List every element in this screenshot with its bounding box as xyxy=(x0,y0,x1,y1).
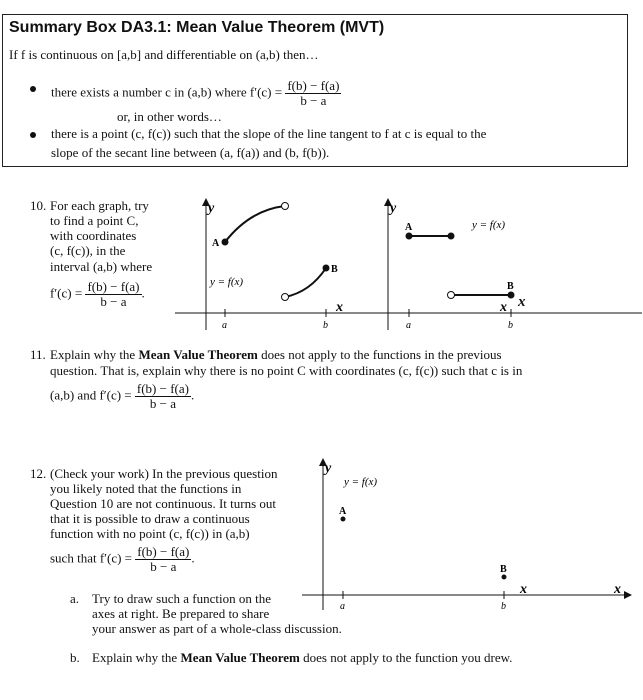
function-label: y = f(x) xyxy=(210,276,244,288)
fraction-numerator: f(b) − f(a) xyxy=(136,381,189,396)
summary-intro: If f is continuous on [a,b] and differentiable on (a,b) then… xyxy=(9,47,319,62)
point-a-label: A xyxy=(212,238,220,249)
tick-a-label: a xyxy=(222,320,227,331)
formula-lhs: f′(c) = xyxy=(50,285,83,301)
fraction-denominator: b − a xyxy=(300,93,327,108)
mvt-bold: Mean Value Theorem xyxy=(138,347,258,362)
bullet1-text: there exists a number c in (a,b) where f′(c) = xyxy=(51,84,283,100)
closed-point xyxy=(406,233,413,240)
mvt-bold: Mean Value Theorem xyxy=(180,650,300,665)
fraction-numerator: f(b) − f(a) xyxy=(287,78,340,93)
function-label: y = f(x) xyxy=(472,219,506,231)
q10-line: with coordinates xyxy=(50,228,137,243)
point-a-label: A xyxy=(405,222,413,233)
point-b-label: B xyxy=(331,264,338,275)
q10-formula: f′(c) = $\frac{f(b) - f(a)}{b - a}$ . xyxy=(50,279,145,309)
y-axis-label: y xyxy=(325,461,332,476)
mvt-fraction xyxy=(285,79,341,108)
q12-line: function with no point (c, f(c)) in (a,b) xyxy=(50,526,250,541)
q10-line: interval (a,b) where xyxy=(50,259,153,274)
fraction-denominator: b − a xyxy=(150,559,177,574)
q11-text: does not apply to the functions in the previous xyxy=(261,347,502,362)
q12-part-a-line: Try to draw such a function on the xyxy=(92,591,271,606)
q12-line: Question 10 are not continuous. It turns out xyxy=(50,496,277,511)
q11-text: Explain why the xyxy=(50,347,136,362)
q10-line: to find a point C, xyxy=(50,213,139,228)
q10-line: (c, f(c)), in the xyxy=(50,243,126,258)
q11-line1 xyxy=(50,347,502,363)
fraction-numerator: f(b) − f(a) xyxy=(87,279,140,294)
bullet-dot xyxy=(30,86,36,92)
tick-b-label: b xyxy=(508,320,513,331)
open-point xyxy=(282,294,289,301)
q12-text: such that f′(c) = xyxy=(50,550,133,566)
fraction-numerator: f(b) − f(a) xyxy=(137,544,190,559)
summary-bullet2-line1: there is a point (c, f(c)) such that the slope of the line tangent to f at c is equal to the xyxy=(51,126,487,141)
q12-text: does not apply to the function you drew. xyxy=(303,650,513,665)
point-a-label: A xyxy=(339,506,347,517)
q12-number: 12. xyxy=(30,466,47,481)
x-axis-label: x xyxy=(518,294,526,310)
bullet-dot xyxy=(30,132,36,138)
closed-point xyxy=(448,233,455,240)
fraction-denominator: b − a xyxy=(100,294,127,309)
closed-point xyxy=(323,265,330,272)
q12-part-b xyxy=(92,650,512,666)
q10-line: For each graph, try xyxy=(50,198,149,213)
q12-formula: such that f′(c) = $\frac{f(b) - f(a)}{b - a}$ . xyxy=(50,544,195,574)
q12-line: that it is possible to draw a continuous xyxy=(50,511,250,526)
q11-line2: question. That is, explain why there is no point C with coordinates (c, f(c)) such that c is in xyxy=(50,363,523,378)
point-b-label: B xyxy=(507,281,514,292)
q12-line: (Check your work) In the previous question xyxy=(50,466,278,481)
x-axis-label: x xyxy=(520,582,527,597)
x-axis-label: x xyxy=(336,300,343,315)
q12-part-a-line: your answer as part of a whole-class discussion. xyxy=(92,621,342,636)
open-point xyxy=(448,292,455,299)
summary-title: Summary Box DA3.1: Mean Value Theorem (MVT) xyxy=(9,19,385,36)
point-b xyxy=(502,575,507,580)
q11-line3: (a,b) and f′(c) = $\frac{f(b) - f(a)}{b - a}$ . xyxy=(50,381,195,411)
q12-text: Explain why the xyxy=(92,650,178,665)
tick-a-label: a xyxy=(340,601,345,612)
q10-graphs xyxy=(0,190,643,340)
open-point xyxy=(282,203,289,210)
y-axis-label: y xyxy=(208,201,215,216)
tick-a-label: a xyxy=(406,320,411,331)
fraction-denominator: b − a xyxy=(149,396,176,411)
tick-b-label: b xyxy=(323,320,328,331)
closed-point xyxy=(222,239,229,246)
q10-number: 10. xyxy=(30,198,47,213)
point-b-label: B xyxy=(500,564,507,575)
y-axis-label: y xyxy=(390,201,397,216)
q12-part-b-label: b. xyxy=(70,650,80,665)
summary-bullet2-line2: slope of the secant line between (a, f(a)) and (b, f(b)). xyxy=(51,145,330,160)
curve-segment xyxy=(225,206,285,242)
q12-part-a-label: a. xyxy=(70,591,80,606)
q12-line: you likely noted that the functions in xyxy=(50,481,242,496)
x-axis-label: x xyxy=(614,582,621,597)
summary-box xyxy=(2,14,628,167)
tick-b-label: b xyxy=(501,601,506,612)
curve-segment xyxy=(285,268,326,297)
q11-fraction xyxy=(135,382,191,411)
q11-number: 11. xyxy=(30,347,46,362)
x-axis-label: x xyxy=(500,300,507,315)
summary-or-words: or, in other words… xyxy=(117,109,222,124)
q11-text: (a,b) and f′(c) = xyxy=(50,387,132,403)
closed-point xyxy=(508,292,515,299)
summary-bullet1 xyxy=(51,79,341,108)
function-label: y = f(x) xyxy=(344,476,378,488)
q12-part-a-line: axes at right. Be prepared to share xyxy=(92,606,270,621)
point-a xyxy=(341,517,346,522)
